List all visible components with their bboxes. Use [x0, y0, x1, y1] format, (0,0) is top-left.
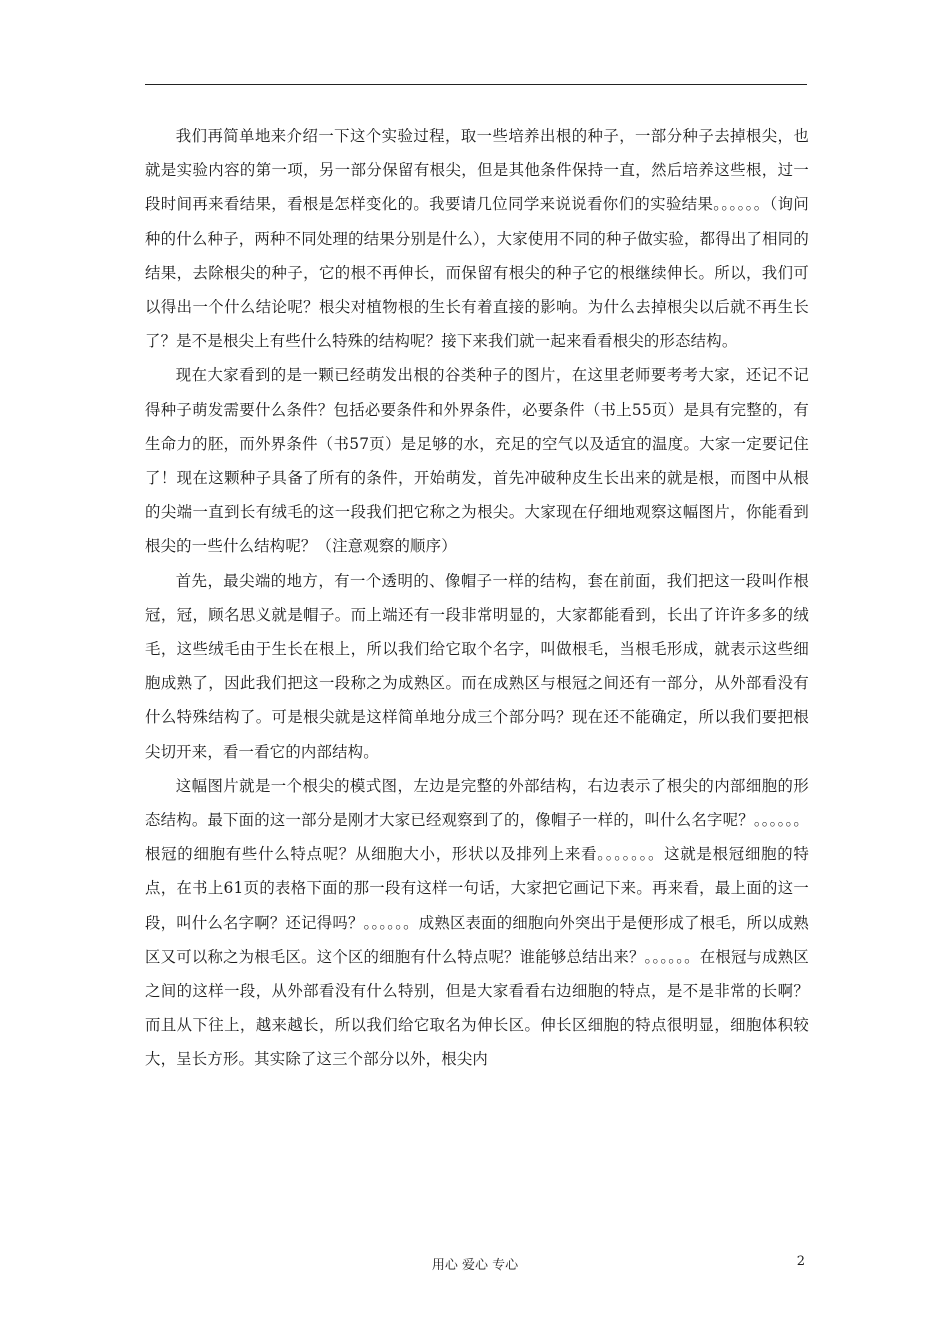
page-number: 2	[796, 1254, 805, 1269]
paragraph-2: 现在大家看到的是一颗已经萌发出根的谷类种子的图片，在这里老师要考考大家，还记不记得种子萌发需要什么条件？包括必要条件和外界条件，必要条件（书上55页）是具有完整的，有生命力的胚，而外界条件（书57页）是足够的水，充足的空气以及适宜的温度。大家一定要记住了！现在这颗种子具备了所有的条件，开始萌发，首先冲破种皮生长出来的就是根，而图中从根的尖端一直到长有绒毛的这一段我们把它称之为根尖。大家现在仔细地观察这幅图片，你能看到根尖的一些什么结构呢？（注意观察的顺序）	[145, 366, 809, 556]
page-footer	[0, 1254, 950, 1274]
paragraph-1: 我们再简单地来介绍一下这个实验过程，取一些培养出根的种子，一部分种子去掉根尖，也就是实验内容的第一项，另一部分保留有根尖，但是其他条件保持一直，然后培养这些根，过一段时间再来看结果，看根是怎样变化的。我要请几位同学来说说看你们的实验结果。。。。。。（询问种的什么种子，两种不同处理的结果分别是什么），大家使用不同的种子做实验，都得出了相同的结果，去除根尖的种子，它的根不再伸长，而保留有根尖的种子它的根继续伸长。所以，我们可以得出一个什么结论呢？根尖对植物根的生长有着直接的影响。为什么去掉根尖以后就不再生长了？是不是根尖上有些什么特殊的结构呢？接下来我们就一起来看看根尖的形态结构。	[145, 127, 809, 351]
paragraph-3: 首先，最尖端的地方，有一个透明的、像帽子一样的结构，套在前面，我们把这一段叫作根冠，冠，顾名思义就是帽子。而上端还有一段非常明显的，大家都能看到，长出了许许多多的绒毛，这些绒毛由于生长在根上，所以我们给它取个名字，叫做根毛，当根毛形成，就表示这些细胞成熟了，因此我们把这一段称之为成熟区。而在成熟区与根冠之间还有一部分，从外部看没有什么特殊结构了。可是根尖就是这样简单地分成三个部分吗？现在还不能确定，所以我们要把根尖切开来，看一看它的内部结构。	[145, 571, 809, 761]
footer-motto: 用心 爱心 专心	[431, 1258, 519, 1273]
paragraph-4: 这幅图片就是一个根尖的模式图，左边是完整的外部结构，右边表示了根尖的内部细胞的形态结构。最下面的这一部分是刚才大家已经观察到了的，像帽子一样的，叫什么名字呢？。。。。。。根冠的细胞有些什么特点呢？从细胞大小，形状以及排列上来看。。。。。。。这就是根冠细胞的特点，在书上61页的表格下面的那一段有这样一句话，大家把它画记下来。再来看，最上面的这一段，叫什么名字啊？还记得吗？。。。。。。成熟区表面的细胞向外突出于是便形成了根毛，所以成熟区又可以称之为根毛区。这个区的细胞有什么特点呢？谁能够总结出来？。。。。。。在根冠与成熟区之间的这样一段，从外部看没有什么特别，但是大家看看右边细胞的特点，是不是非常的长啊？而且从下往上，越来越长，所以我们给它取名为伸长区。伸长区细胞的特点很明显，细胞体积较大，呈长方形。其实除了这三个部分以外，根尖内	[145, 776, 809, 1069]
document-body	[145, 119, 809, 1077]
header-rule	[145, 84, 807, 85]
